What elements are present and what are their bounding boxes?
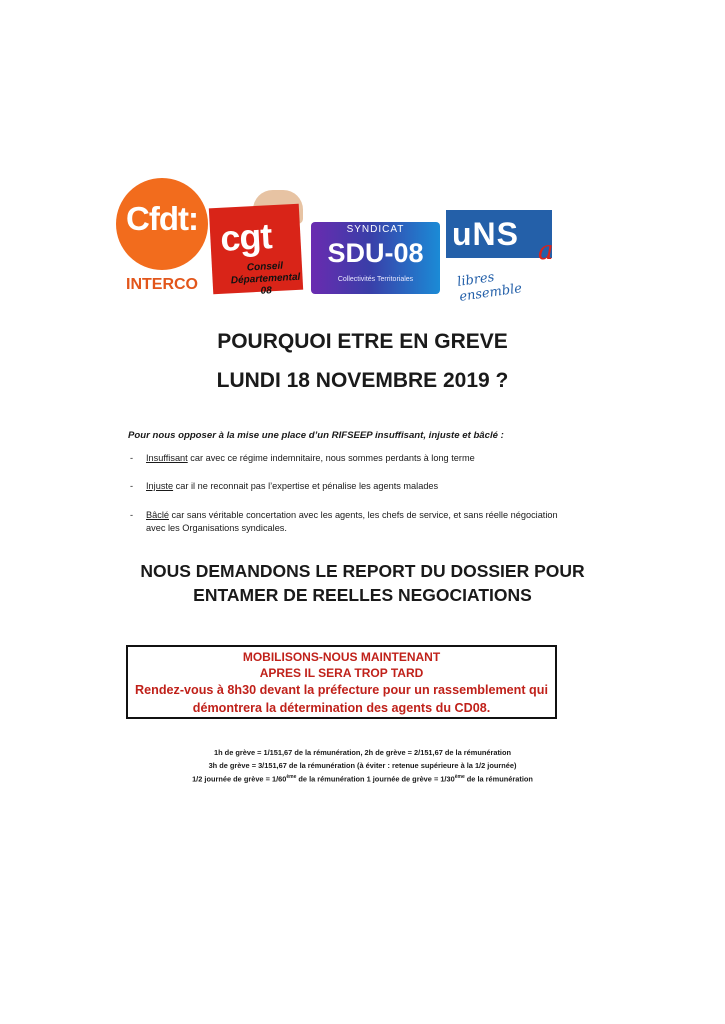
bullet-dash: - <box>130 453 134 463</box>
pay-deduction-line-3 <box>0 774 725 783</box>
cgt-red-block <box>209 204 303 295</box>
bullet-dash: - <box>130 481 134 491</box>
bullet-body: car avec ce régime indemnitaire, nous sommes perdants à long terme <box>187 453 475 463</box>
demand-line-1: NOUS DEMANDONS LE REPORT DU DOSSIER POUR <box>140 561 585 581</box>
bullet-body: car il ne reconnait pas l’expertise et pénalise les agents malades <box>173 481 439 491</box>
callout-line-4: démontrera la détermination des agents du CD08. <box>192 701 491 715</box>
unsa-tagline: libres ensemble <box>456 269 523 305</box>
footer-superscript: ème <box>454 774 465 780</box>
bullet-dash: - <box>130 510 134 520</box>
unsa-logo-a: a <box>538 236 554 266</box>
callout-line-2: APRES IL SERA TROP TARD <box>259 666 424 680</box>
cgt-logo-name: cgt <box>219 215 273 259</box>
callout-line-1: MOBILISONS-NOUS MAINTENANT <box>242 650 441 664</box>
footer-superscript: ème <box>286 774 297 780</box>
cgt-sub-line: Conseil <box>246 260 284 274</box>
bullet-keyword: Insuffisant <box>146 453 188 463</box>
sdu-logo-name: SDU-08 <box>327 238 424 268</box>
unsa-logo <box>446 210 558 305</box>
cgt-sub-line: 08 <box>260 285 273 297</box>
pay-deduction-line-1: 1h de grève = 1/151,67 de la rémunération, 2h de grève = 2/151,67 de la rémunération <box>214 748 511 757</box>
bullet-text <box>146 452 570 465</box>
sdu-logo-top: SYNDICAT <box>346 224 405 235</box>
cgt-logo <box>205 190 305 298</box>
footer-text: de la rémunération <box>464 774 533 784</box>
intro-text: Pour nous opposer à la mise une place d’un RIFSEEP insuffisant, injuste et bâclé : <box>128 430 504 441</box>
cfdt-logo-sub: INTERCO <box>126 276 198 293</box>
unsa-logo-name: uNS <box>452 216 519 252</box>
footer-text: de la rémunération 1 journée de grève = 1/30 <box>296 774 455 784</box>
mobilisation-callout <box>126 645 557 719</box>
unsa-blue-band <box>446 210 552 258</box>
callout-line-3: Rendez-vous à 8h30 devant la préfecture pour un rassemblement qui <box>135 683 548 697</box>
demand-line-2: ENTAMER DE REELLES NEGOCIATIONS <box>193 585 532 605</box>
cgt-sub-line: Départemental <box>230 271 301 287</box>
bullet-keyword: Injuste <box>146 481 174 491</box>
bullet-text <box>146 509 570 535</box>
pay-deduction-line-2: 3h de grève = 3/151,67 de la rémunération (à éviter : retenue supérieure à la 1/2 journée) <box>208 761 517 770</box>
cfdt-logo-name: Cfdt: <box>126 200 198 237</box>
cgt-logo-sub <box>226 260 306 300</box>
footer-text: 1/2 journée de grève = 1/60 <box>192 774 287 784</box>
bullet-body: car sans véritable concertation avec les agents, les chefs de service, et sans réelle négociation avec les Organisations syndicales. <box>146 510 558 533</box>
sdu-logo-sub: Collectivités Territoriales <box>337 276 414 283</box>
cfdt-logo <box>112 178 212 300</box>
bullet-text <box>146 480 570 493</box>
sdu-logo <box>311 222 440 294</box>
headline-line-2: LUNDI 18 NOVEMBRE 2019 ? <box>216 369 509 392</box>
headline-line-1: POURQUOI ETRE EN GREVE <box>217 330 508 353</box>
union-logos <box>0 0 725 310</box>
bullet-keyword: Bâclé <box>146 510 169 520</box>
